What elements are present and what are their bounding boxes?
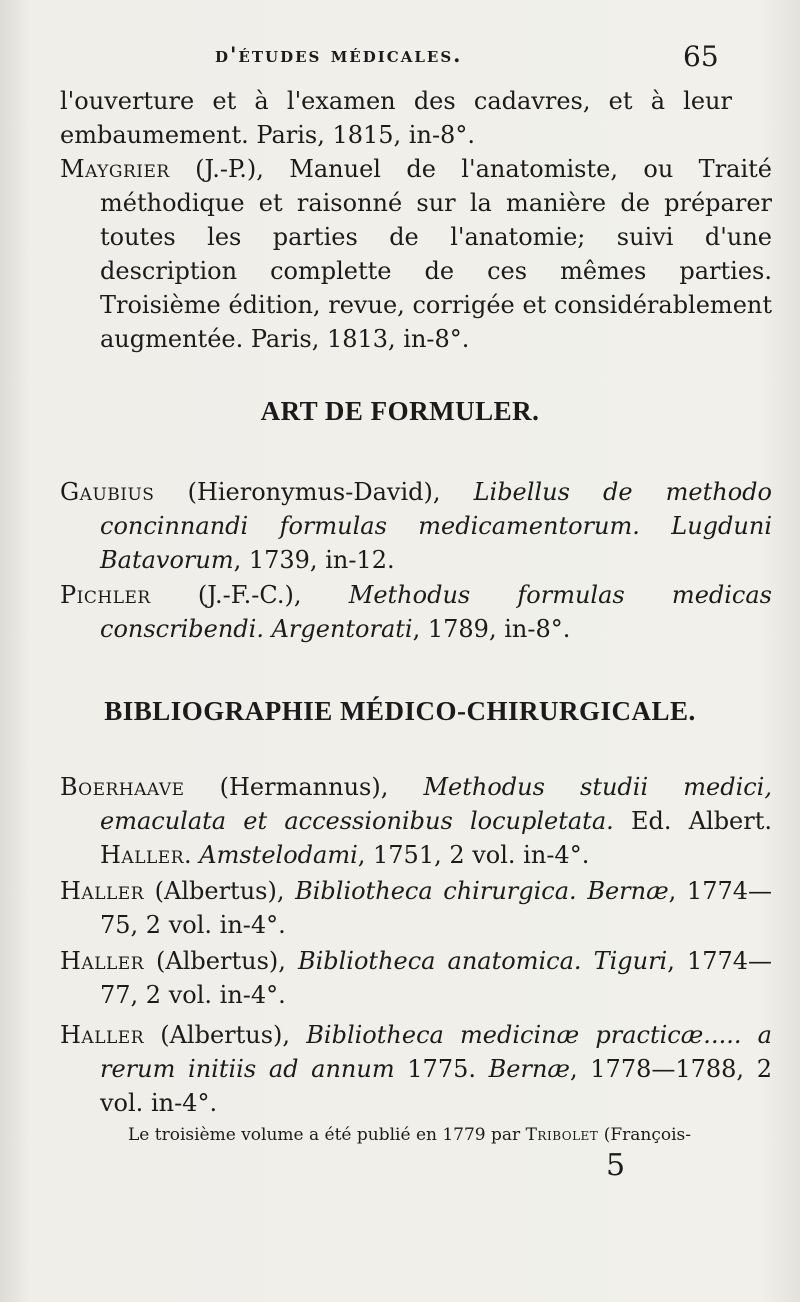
footnote-author: Tribolet (525, 1125, 599, 1145)
entry-haller-anatomica (60, 944, 772, 1012)
entry-rest: , 1774—75, 2 vol. in-4°. (100, 877, 773, 939)
footnote-tail: (François- (598, 1125, 692, 1145)
entry-rest: , 1774—77, 2 vol. in-4°. (100, 947, 773, 1009)
entry-rest: , 1739, in-12. (233, 546, 395, 574)
entry-rest: , 1751, 2 vol. in-4°. (357, 841, 590, 869)
entry-author: Haller (60, 1021, 144, 1049)
entry-author: Maygrier (60, 155, 170, 183)
entry-title: Methodus formulas medicas conscribendi. Argentorati (100, 581, 772, 643)
entry-rest: , 1789, in-8°. (412, 615, 571, 643)
signature-mark: 5 (606, 1148, 626, 1183)
entry-ed: Ed. Albert. (613, 807, 773, 835)
entry-author: Haller (60, 947, 144, 975)
entry-boerhaave: Boerhaave (Hermannus), Methodus studii medici, emaculata et accessionibus locupletata. Ed. Albert. Haller. Amstelodami, 1751, 2 vol. in-4°. (60, 773, 773, 869)
page-number: 65 (683, 40, 719, 73)
entry-title: Bibliotheca chirurgica. Bernæ (295, 877, 669, 905)
running-header (0, 40, 800, 80)
entry-maygrier (60, 152, 772, 356)
entry-author: Gaubius (60, 478, 155, 506)
entry-rest: , 1778—1788, 2 vol. in-4°. (100, 1055, 773, 1117)
running-title: d'études médicales. (215, 42, 463, 67)
entry-place: Bernæ (488, 1055, 570, 1083)
continued-entry: l'ouverture et à l'examen des cadavres, et à leur embaumement. Paris, 1815, in-8°. (60, 87, 732, 149)
entry-names: (Hieronymus-David), (154, 478, 474, 506)
entry-mid: 1775. (394, 1055, 489, 1083)
entry-names: (Hermannus), (184, 773, 424, 801)
section-heading-bibliographie: BIBLIOGRAPHIE MÉDICO-CHIRURGICALE. (104, 696, 696, 726)
entry-haller-chirurgica (60, 874, 772, 942)
entry-place: Amstelodami (199, 841, 358, 869)
entry-names: (J.-F.-C.), (150, 581, 349, 609)
footnote (128, 1125, 738, 1145)
entry-title: Bibliotheca medicinæ practicæ..... a rerum initiis ad annum (100, 1021, 772, 1083)
entry-title: Bibliotheca anatomica. Tiguri (297, 947, 668, 975)
entry-names: (Albertus), (144, 877, 296, 905)
footnote-text: Le troisième volume a été publié en 1779 par (128, 1125, 526, 1145)
entry-haller-practicae (60, 1018, 772, 1120)
entry-gaubius (60, 475, 772, 577)
entry-names: (Albertus), (144, 1021, 307, 1049)
entry-author: Pichler (60, 581, 151, 609)
entry-title: Methodus studii medici, emaculata et accessionibus locupletata. (100, 773, 772, 835)
entry-names: (Albertus), (144, 947, 298, 975)
entry-text: (J.-P.), Manuel de l'anatomiste, ou Traité méthodique et raisonné sur la manière de préparer toutes les parties de l'anatomie; suivi d'une description complette de ces mêmes parties. Troisième édition, revue, corrigée et considérablement augmentée. Paris, 1813, in-8°. (100, 155, 772, 353)
entry-author: Haller (60, 877, 144, 905)
entry-pichler (60, 578, 772, 646)
entry-author: Boerhaave (60, 773, 185, 801)
entry-editor: Haller (100, 841, 184, 869)
section-heading-art-de-formuler: ART DE FORMULER. (260, 396, 540, 426)
entry-title: Libellus de methodo concinnandi formulas medicamentorum. Lugduni Batavorum (100, 478, 772, 574)
